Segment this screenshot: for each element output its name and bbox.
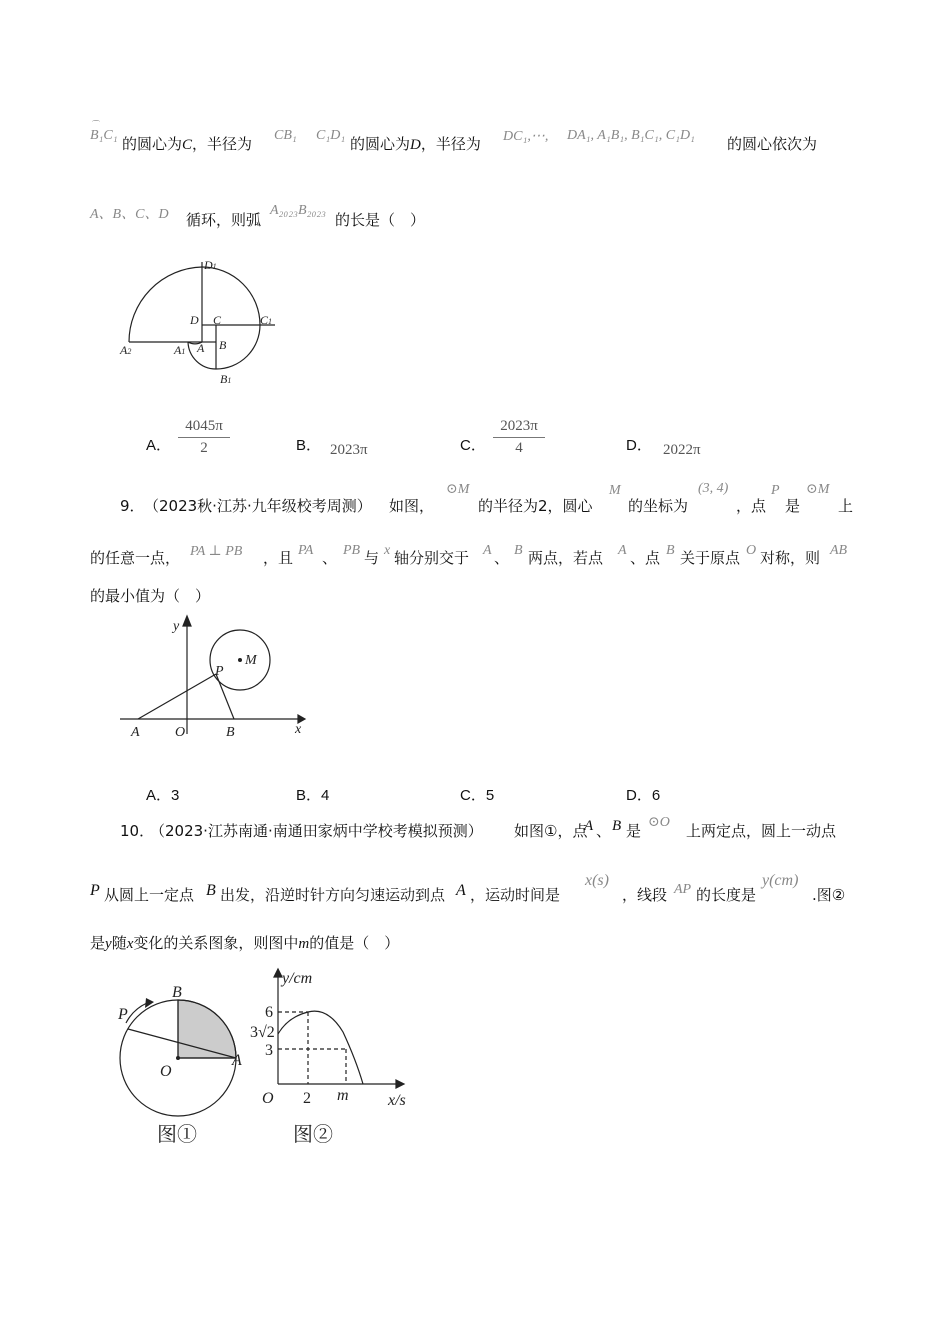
arc-mark: ⌒ [92, 120, 100, 129]
caption-fig1: 图① [157, 1124, 197, 1145]
label-a2: A2 [120, 343, 132, 357]
radius-dc1: DC₁,⋯, [503, 129, 549, 144]
caption-fig2: 图② [293, 1124, 333, 1146]
q10-number: 10． [120, 822, 155, 840]
q10-source: （2023·江苏南通·南通田家炳中学校考模拟预测） [150, 822, 483, 840]
radius-cb1: CB₁ [274, 128, 297, 143]
label-b1: B1 [220, 372, 232, 386]
label-m: m [337, 1087, 349, 1104]
label-a: A [131, 725, 140, 740]
q9-option-d[interactable]: D．6 [626, 787, 661, 804]
q9-figure [115, 612, 315, 742]
label-p: P [118, 1006, 128, 1023]
q9-source: （2023秋·江苏·九年级校考周测） [144, 497, 372, 515]
q10-fig1 [112, 983, 252, 1145]
arc-list: DA₁, A₁B₁, B₁C₁, C₁D₁ [567, 128, 695, 143]
label-o: O [160, 1063, 172, 1080]
q8-option-b-letter[interactable]: B． [296, 437, 322, 454]
text-centers: 的圆心依次为 [727, 135, 818, 153]
label-c1: C1 [260, 313, 273, 327]
q8-option-c-letter[interactable]: C． [460, 437, 486, 454]
q9-number: 9． [120, 497, 145, 515]
q10-fig2 [248, 965, 426, 1147]
label-xs: x/s [388, 1092, 406, 1109]
centers-list: A、B、C、D [90, 207, 169, 222]
label-a1: A1 [174, 343, 186, 357]
q9-line3: 的最小值为（ ） [90, 587, 211, 605]
q8-option-d-letter[interactable]: D． [626, 437, 652, 454]
spiral-figure [115, 252, 295, 392]
label-p: P [215, 664, 224, 679]
label-o: O [175, 725, 186, 740]
q9-option-c[interactable]: C．5 [460, 787, 495, 804]
q8-option-b-value[interactable]: 2023π [330, 442, 368, 458]
label-b: B [226, 725, 235, 740]
arc-c1d1: C₁D₁ [316, 128, 346, 143]
label-b: B [219, 338, 227, 352]
label-c: C [213, 313, 222, 327]
label-x2: 2 [303, 1090, 311, 1107]
label-y3: 3 [265, 1042, 273, 1059]
label-d: D [190, 313, 199, 327]
q8-option-c-value[interactable]: 2023π 4 [493, 418, 545, 457]
label-y3r2: 3√2 [250, 1024, 275, 1041]
label-d1: D1 [204, 258, 217, 272]
label-ycm: y/cm [282, 970, 313, 987]
label-a: A [197, 341, 205, 355]
label-b: B [172, 984, 182, 1001]
q8-option-a-value[interactable]: 4045π 2 [178, 418, 230, 457]
q8-option-a-letter[interactable]: A． [146, 437, 172, 454]
label-o: O [262, 1090, 274, 1107]
arc-b1c1: B₁C₁ [90, 128, 118, 143]
label-x: x [295, 722, 302, 737]
arc-a2023b2023: A₂₀₂₃B₂₀₂₃ [270, 203, 327, 218]
label-m: M [245, 653, 257, 668]
q9-option-b[interactable]: B．4 [296, 787, 330, 804]
q8-option-d-value[interactable]: 2022π [663, 442, 701, 458]
label-y: y [173, 619, 180, 634]
label-a: A [232, 1052, 242, 1069]
label-y6: 6 [265, 1004, 273, 1021]
q9-option-a[interactable]: A．3 [146, 787, 180, 804]
